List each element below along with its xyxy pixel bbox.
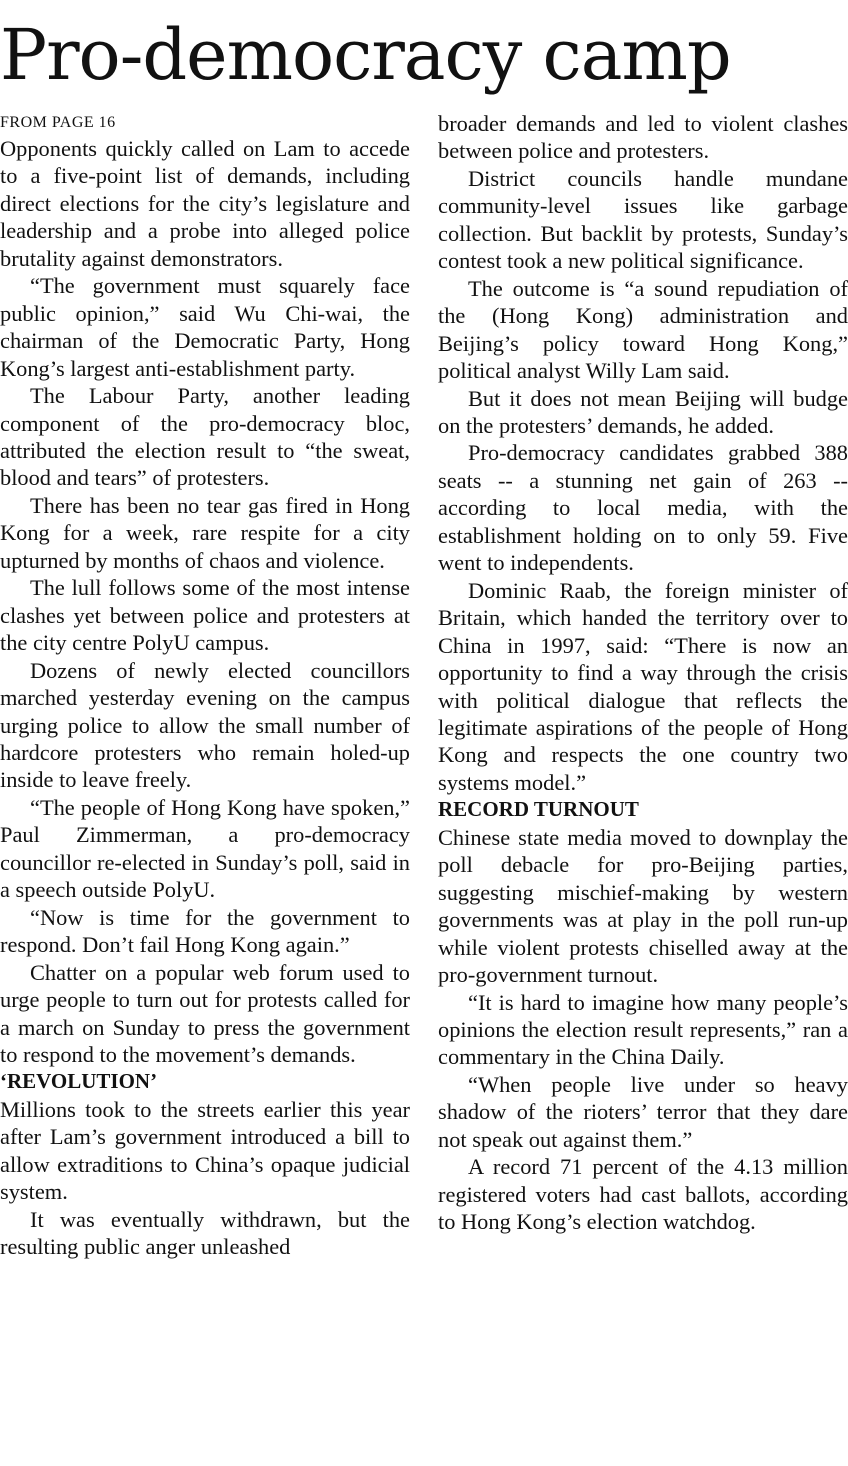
article-paragraph: Pro-democracy candidates grabbed 388 seats -- a stunning net gain of 263 -- according to local media, with the establishment holding on to only 59. Five went to independents. bbox=[438, 440, 848, 576]
article-paragraph: Dozens of newly elected councillors marched yesterday evening on the campus urging police to allow the small number of hardcore protesters who remain holed-up inside to leave freely. bbox=[0, 657, 410, 793]
article-paragraph: “It is hard to imagine how many people’s opinions the election result represents,” ran a commentary in the China Daily. bbox=[438, 989, 848, 1070]
article-paragraph: “The government must squarely face public opinion,” said Wu Chi-wai, the chairman of the Democratic Party, Hong Kong’s largest anti-establishment party. bbox=[0, 273, 410, 381]
continuation-kicker: FROM PAGE 16 bbox=[0, 114, 116, 131]
article-paragraph: The outcome is “a sound repudiation of the (Hong Kong) administration and Beijing’s policy toward Hong Kong,” political analyst Willy Lam said. bbox=[438, 275, 848, 384]
article-paragraph: “Now is time for the government to respond. Don’t fail Hong Kong again.” bbox=[0, 904, 410, 958]
headline: Pro-democracy camp bbox=[0, 14, 731, 96]
article-paragraph: Opponents quickly called on Lam to accede to a five-point list of demands, including direct elections for the city’s legislature and leadership and a probe into alleged police brutality against demonstrators. bbox=[0, 136, 410, 271]
article-paragraph: A record 71 percent of the 4.13 million registered voters had cast ballots, according to Hong Kong’s election watchdog. bbox=[438, 1154, 848, 1235]
article-paragraph: “The people of Hong Kong have spoken,” Paul Zimmerman, a pro-democracy councillor re-elected in Sunday’s poll, said in a speech outside PolyU. bbox=[0, 794, 410, 903]
article-column-right bbox=[438, 110, 848, 1236]
article-paragraph: The lull follows some of the most intense clashes yet between police and protesters at the city centre PolyU campus. bbox=[0, 575, 410, 656]
article-paragraph: “When people live under so heavy shadow of the rioters’ terror that they dare not speak out against them.” bbox=[438, 1071, 848, 1152]
section-subhead: ‘REVOLUTION’ bbox=[0, 1069, 158, 1094]
article-column-left bbox=[0, 110, 410, 1261]
right-column-body bbox=[438, 110, 848, 1236]
article-paragraph: Millions took to the streets earlier this year after Lam’s government introduced a bill to allow extraditions to China’s opaque judicial system. bbox=[0, 1096, 410, 1205]
left-column-body bbox=[0, 135, 410, 1261]
article-paragraph: broader demands and led to violent clashes between police and protesters. bbox=[438, 111, 848, 164]
article-paragraph: Dominic Raab, the foreign minister of Britain, which handed the territory over to China in 1997, said: “There is now an opportunity to find a way through the crisis with political dialogue that reflects the legitimate aspirations of the people of Hong Kong and respects the one country two systems model.” bbox=[438, 577, 848, 795]
article-paragraph: The Labour Party, another leading component of the pro-democracy bloc, attributed the election result to “the sweat, blood and tears” of protesters. bbox=[0, 383, 410, 491]
section-subhead: RECORD TURNOUT bbox=[438, 797, 639, 822]
article-paragraph: Chinese state media moved to downplay the poll debacle for pro-Beijing parties, suggesting mischief-making by western governments was at play in the poll run-up while violent protests chiselled away at the pro-government turnout. bbox=[438, 824, 848, 988]
article-paragraph: Chatter on a popular web forum used to urge people to turn out for protests called for a march on Sunday to press the government to respond to the movement’s demands. bbox=[0, 959, 410, 1067]
article-paragraph: There has been no tear gas fired in Hong Kong for a week, rare respite for a city upturned by months of chaos and violence. bbox=[0, 492, 410, 573]
article-paragraph: But it does not mean Beijing will budge on the protesters’ demands, he added. bbox=[438, 385, 848, 438]
article-paragraph: District councils handle mundane community-level issues like garbage collection. But backlit by protests, Sunday’s contest took a new political significance. bbox=[438, 165, 848, 274]
article-paragraph: It was eventually withdrawn, but the resulting public anger unleashed bbox=[0, 1206, 410, 1260]
